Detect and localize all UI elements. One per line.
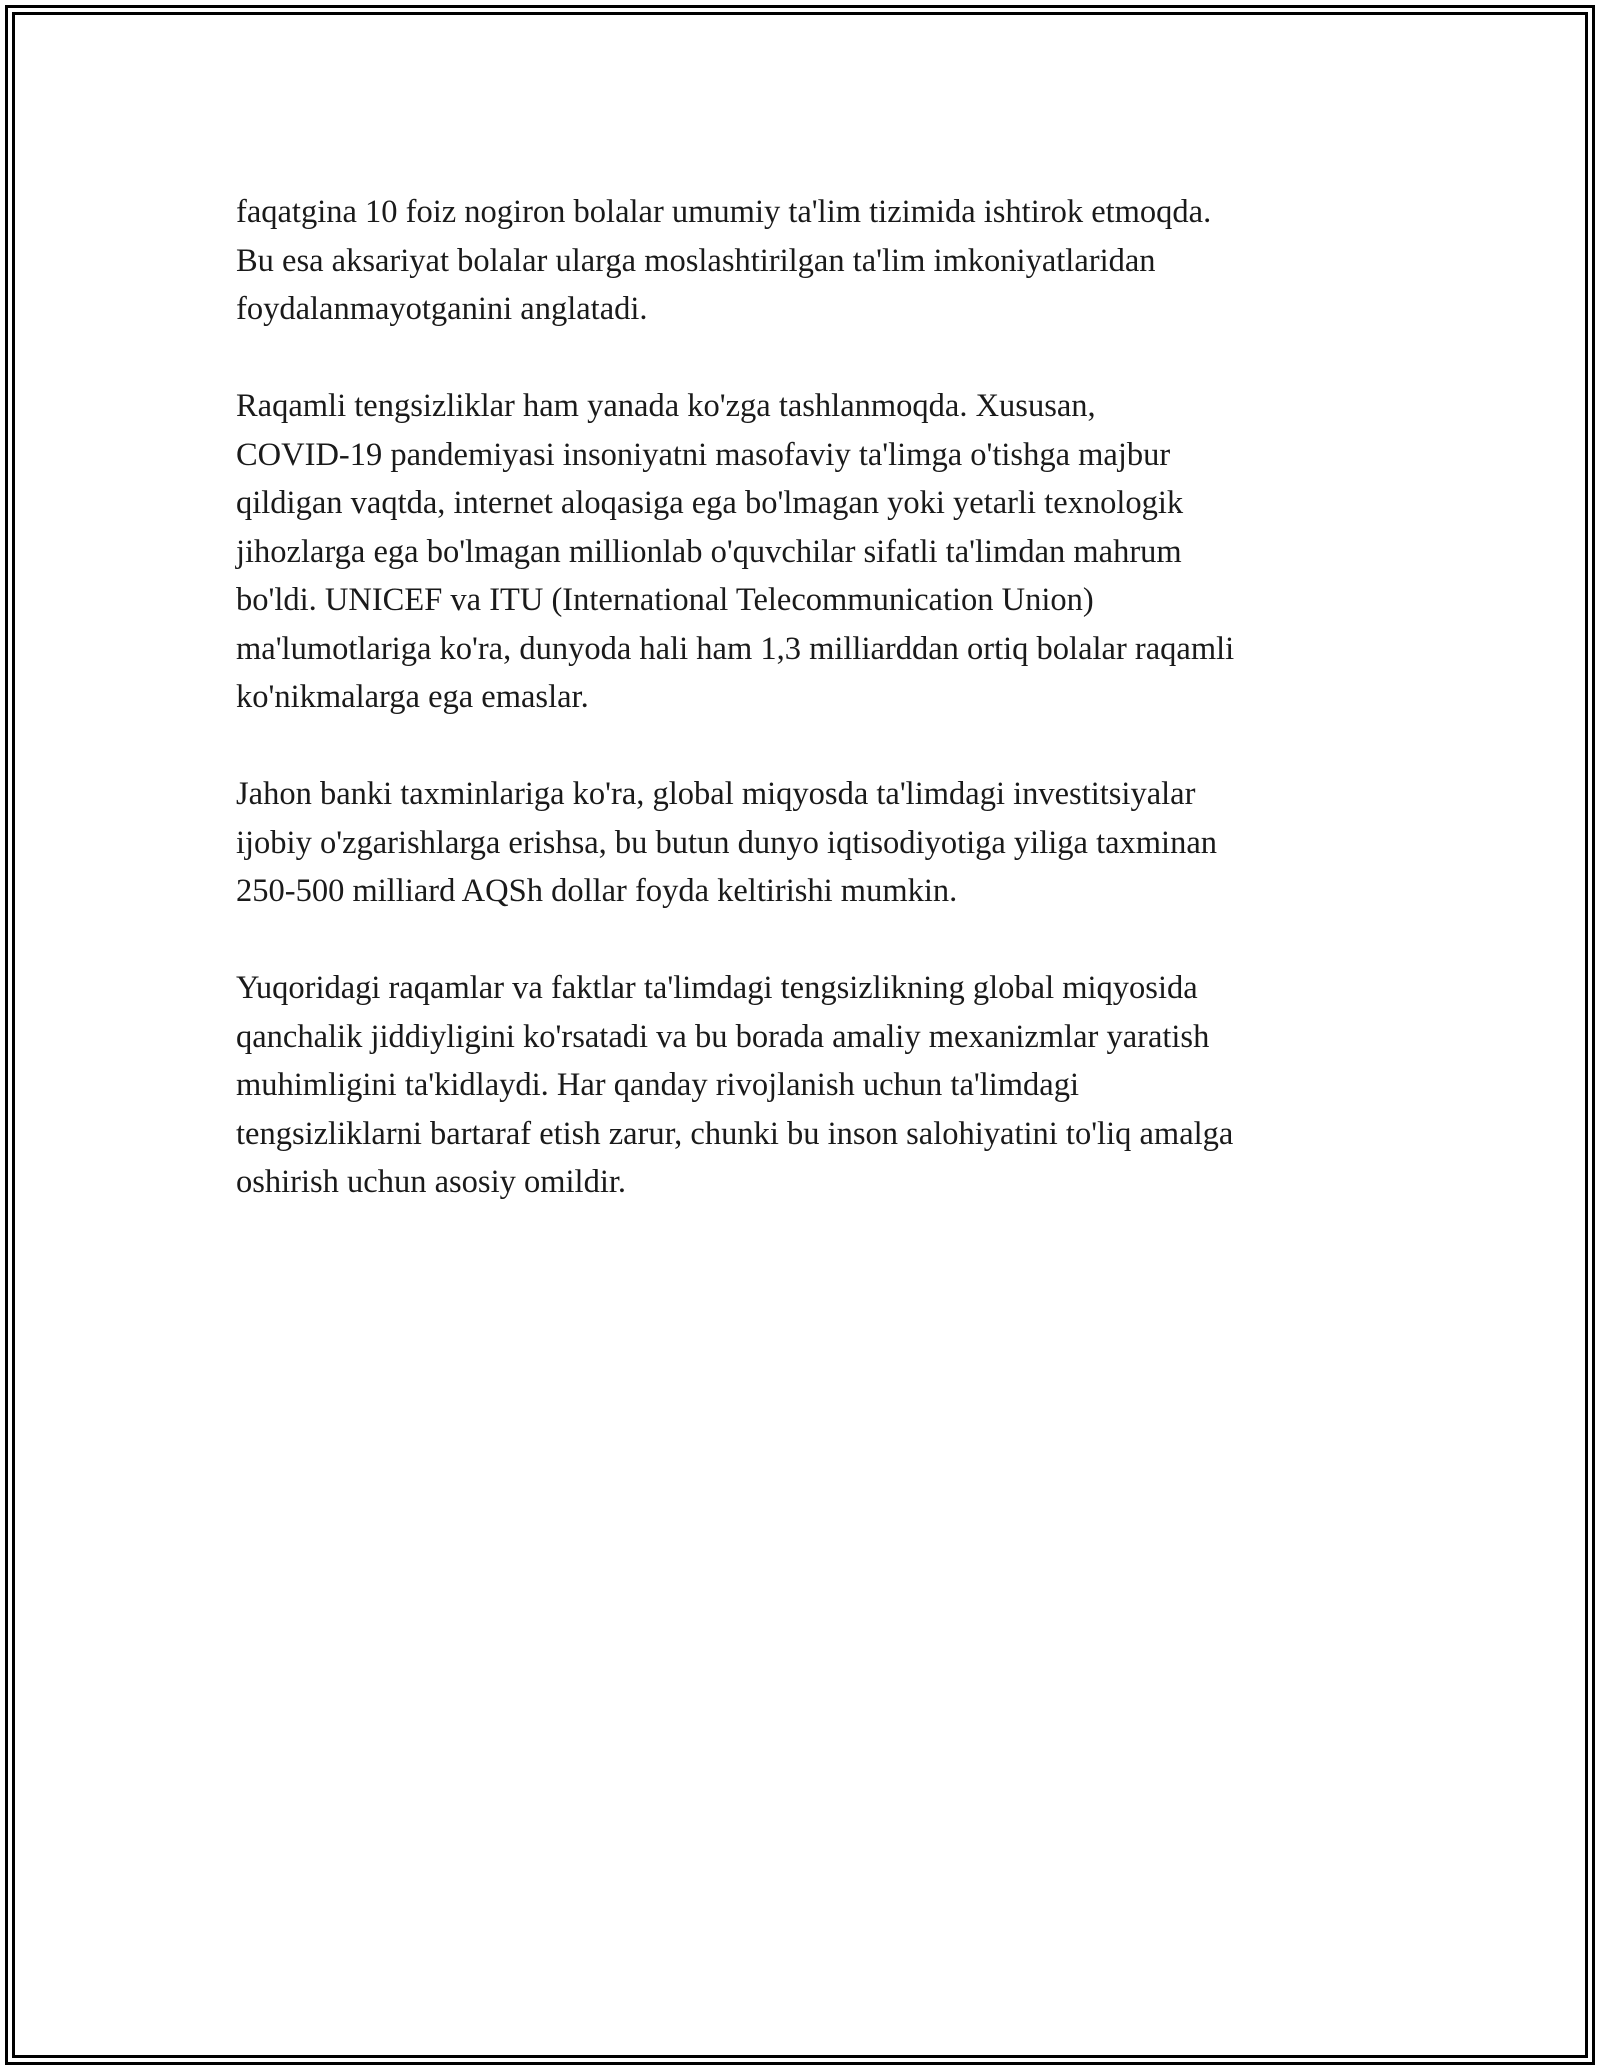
paragraph-2: Raqamli tengsizliklar ham yanada ko'zga tashlanmoqda. Xususan, COVID-19 pandemiyasi insoniyatni masofaviy ta'limga o'tishga majbur qildigan vaqtda, internet aloqasiga ega bo'lmagan yoki yetarli texnologik jihozlarga ega bo'lmagan millionlab o'quvchilar sifatli ta'limdan mahrum bo'ldi. UNICEF va ITU (International Telecommunication Union) ma'lumotlariga ko'ra, dunyoda hali ham 1,3 milliarddan ortiq bolalar raqamli ko'nikmalarga ega emaslar. xyxy=(236,388,1235,715)
paragraph-1: faqatgina 10 foiz nogiron bolalar umumiy ta'lim tizimida ishtirok etmoqda. Bu esa aksariyat bolalar ularga moslashtirilgan ta'lim imkoniyatlaridan foydalanmayotganini anglatadi. xyxy=(236,194,1212,327)
paragraph-4: Yuqoridagi raqamlar va faktlar ta'limdagi tengsizlikning global miqyosida qanchalik jiddiyligini ko'rsatadi va bu borada amaliy mexanizmlar yaratish muhimligini ta'kidlaydi. Har qanday rivojlanish uchun ta'limdagi tengsizliklarni bartaraf etish zarur, chunki bu inson salohiyatini to'liq amalga oshirish uchun asosiy omildir. xyxy=(236,970,1234,1200)
paragraph-3: Jahon banki taxminlariga ko'ra, global miqyosda ta'limdagi investitsiyalar ijobiy o'zgarishlarga erishsa, bu butun dunyo iqtisodiyotiga yiliga taxminan 250-500 milliard AQSh dollar foyda keltirishi mumkin. xyxy=(236,776,1218,909)
document-body xyxy=(236,188,1376,1255)
